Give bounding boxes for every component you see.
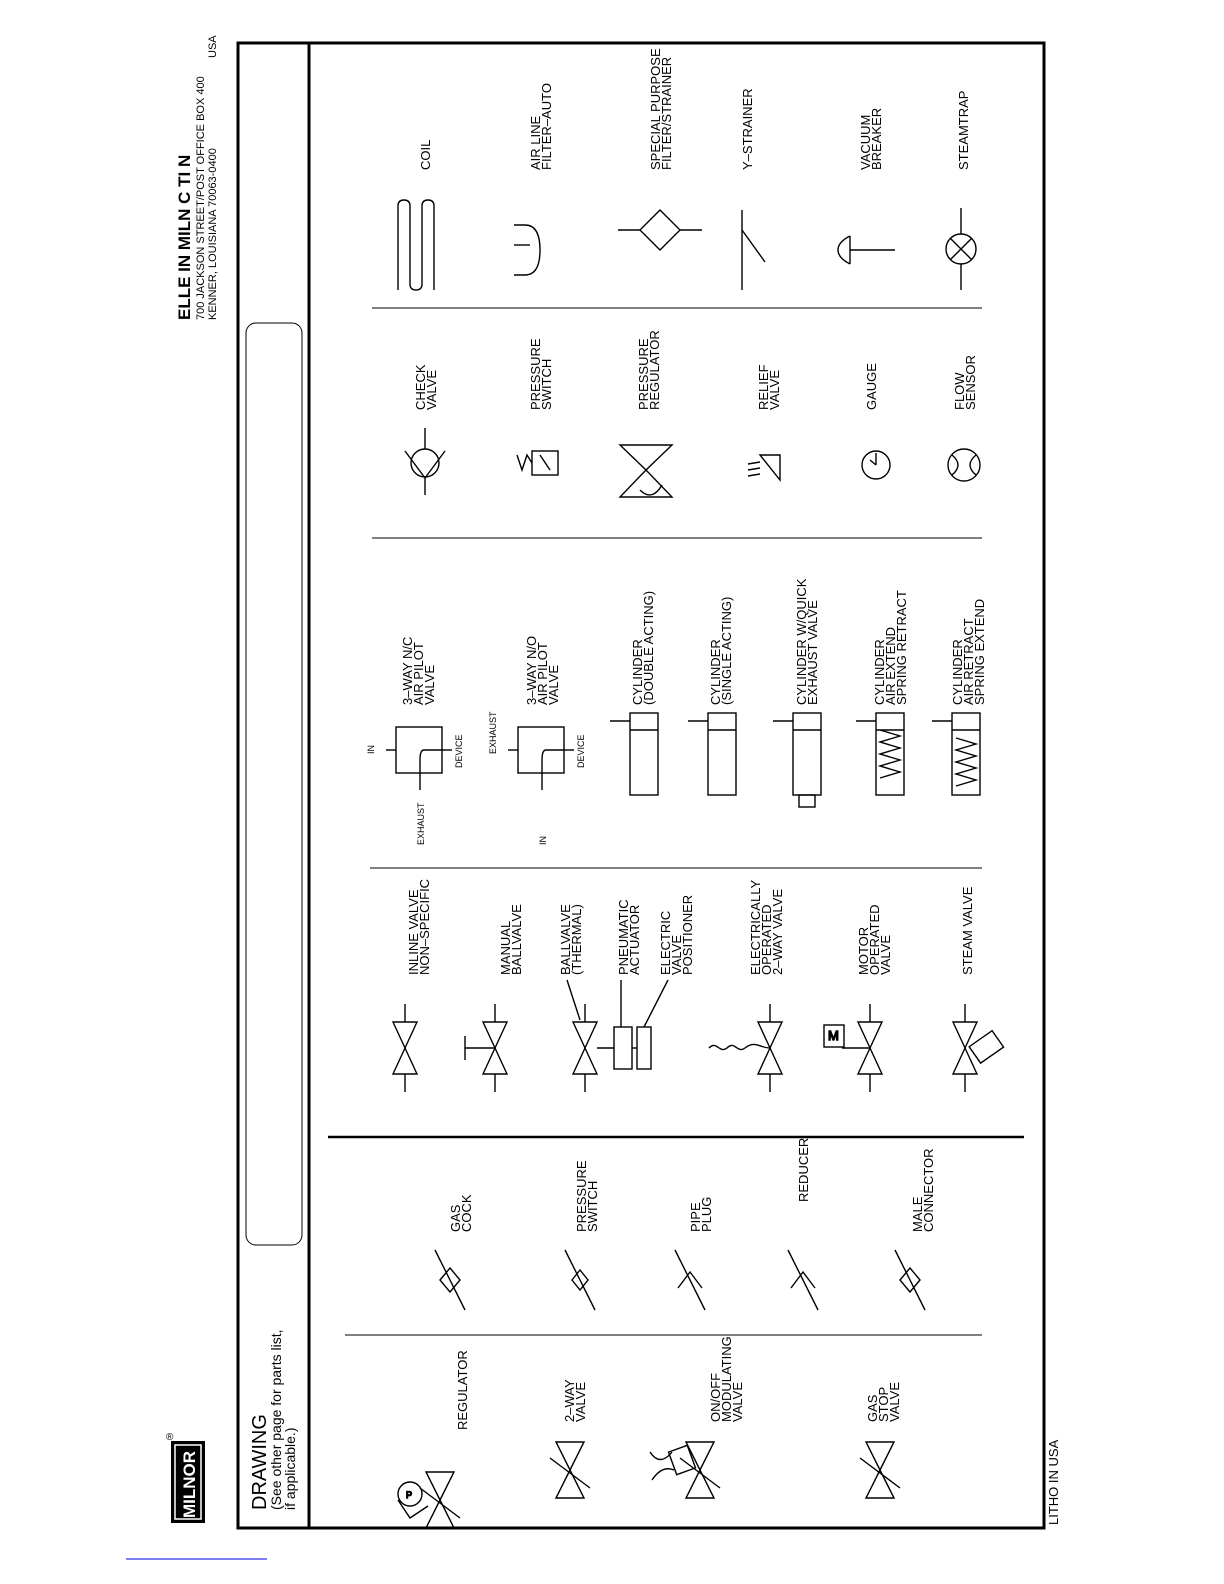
- middle-label-4-line: GAUGE: [864, 363, 879, 410]
- middle-label-0: [413, 364, 439, 410]
- left-a-label-2-line: ON/OFF: [708, 1372, 723, 1422]
- left-b-label-1-line: SWITCH: [585, 1180, 600, 1232]
- pressure-switch-box-icon: [517, 451, 558, 475]
- valve-label-7-line: STEAM VALVE: [960, 886, 975, 975]
- vacuum-breaker-icon: [838, 236, 895, 264]
- motor-valve-icon: [824, 1004, 882, 1092]
- pilot-label-1: [524, 636, 561, 705]
- left-b-label-3-line: REDUCER: [796, 1137, 811, 1202]
- steam-valve-icon: [953, 1004, 1004, 1092]
- inline-valve-icon: [393, 1004, 417, 1092]
- pressure-switch-icon: [565, 1250, 595, 1310]
- left-a-label-2-line: VALVE: [730, 1382, 745, 1422]
- cylinder-label-2-line: CYLINDER W/QUICK: [794, 578, 809, 705]
- middle-label-5-line: SENSOR: [963, 355, 978, 410]
- right-label-0-line: COIL: [418, 139, 433, 170]
- left-b-label-1-line: PRESSURE: [574, 1160, 589, 1232]
- special-filter-icon: [618, 210, 702, 250]
- solenoid-valve-icon: [709, 1004, 782, 1092]
- cylinder-label-1-line: CYLINDER: [708, 639, 723, 705]
- pilot-port-c-1: DEVICE: [576, 734, 586, 768]
- right-label-3: [740, 88, 755, 170]
- right-label-3-line: Y–STRAINER: [740, 88, 755, 170]
- company-country: USA: [207, 35, 219, 58]
- right-label-4: [858, 108, 884, 170]
- cylinder-double-icon: [610, 713, 658, 795]
- cylinder-label-1: [708, 597, 734, 705]
- valve-label-4-line: POSITIONER: [680, 894, 695, 975]
- gauge-icon: [862, 451, 890, 479]
- right-label-2-line: FILTER/STRAINER: [659, 56, 674, 170]
- gas-stop-valve-icon: [860, 1442, 900, 1498]
- regulator-icon: [398, 1472, 460, 1528]
- right-label-4-line: VACUUM: [858, 114, 873, 170]
- left-b-label-1: [574, 1160, 600, 1232]
- left-a-label-3-line: STOP: [876, 1386, 891, 1422]
- cylinder-label-3: [872, 590, 909, 705]
- left-b-label-3: [796, 1138, 811, 1202]
- valve-label-5-line: OPERATED: [759, 904, 774, 975]
- middle-label-2-line: REGULATOR: [647, 330, 662, 410]
- right-label-5: [956, 91, 971, 170]
- air-line-filter-icon: [514, 225, 540, 275]
- pressure-regulator-icon: [620, 445, 672, 497]
- left-a-label-2: [708, 1336, 745, 1422]
- pilot-label-1-line: VALVE: [546, 665, 561, 705]
- valve-label-2: [558, 904, 584, 975]
- pilot-port-a-1: EXHAUST: [488, 711, 498, 754]
- cylinder-label-3-line: SPRING RETRACT: [894, 590, 909, 705]
- cylinder-label-3-line: AIR EXTEND: [883, 626, 898, 705]
- drawing-title: DRAWING: [249, 1414, 271, 1510]
- pilot-label-0-line: VALVE: [422, 665, 437, 705]
- valve-label-5-line: 2–WAY VALVE: [770, 889, 785, 975]
- middle-label-1-line: SWITCH: [539, 358, 554, 410]
- left-b-label-0-line: COCK: [459, 1194, 474, 1232]
- cylinder-spring-extend-icon: [932, 713, 980, 795]
- cylinder-quick-exhaust-icon: [773, 713, 821, 807]
- valve-label-3-line: ACTUATOR: [627, 904, 642, 975]
- left-a-label-0: [455, 1350, 470, 1430]
- left-a-label-3-line: VALVE: [887, 1382, 902, 1422]
- pilot-port-c-0: DEVICE: [454, 734, 464, 768]
- middle-label-0-line: VALVE: [424, 370, 439, 410]
- registered-mark: ®: [166, 1432, 174, 1443]
- left-b-label-4: [910, 1148, 936, 1232]
- cylinder-label-0-line: CYLINDER: [630, 639, 645, 705]
- title-note-2: if applicable.): [282, 1427, 298, 1510]
- pneumatic-actuator-icon: [597, 980, 632, 1069]
- left-a-label-0-line: REGULATOR: [455, 1350, 470, 1430]
- middle-label-2: [636, 330, 662, 410]
- valve-label-6-line: OPERATED: [867, 904, 882, 975]
- valve-label-1-line: BALLVALVE: [509, 904, 524, 975]
- left-a-label-1: [562, 1379, 588, 1422]
- cylinder-label-4-line: CYLINDER: [950, 639, 965, 705]
- male-connector-icon: [895, 1250, 925, 1310]
- pilot-label-0-line: AIR PILOT: [411, 642, 426, 705]
- left-a-label-3: [865, 1382, 902, 1422]
- coil-icon: [398, 200, 434, 290]
- valve-label-0: [406, 879, 432, 975]
- thermal-ballvalve-icon: [573, 1004, 597, 1092]
- company-address-2: KENNER, LOUISIANA 70063-0400: [207, 148, 219, 320]
- valve-label-2-line: BALLVALVE: [558, 904, 573, 975]
- two-way-valve-icon: [550, 1442, 590, 1498]
- valve-label-4: [658, 895, 695, 975]
- right-label-0: [418, 140, 433, 170]
- left-a-label-2-line: MODULATING: [719, 1336, 734, 1422]
- left-a-label-3-line: GAS: [865, 1394, 880, 1422]
- middle-label-5: [952, 355, 978, 410]
- left-b-label-2-line: PLUG: [699, 1196, 714, 1232]
- steamtrap-icon: [946, 208, 976, 290]
- reducer-icon: [788, 1250, 818, 1310]
- pilot-valve-nc-icon: [386, 727, 452, 790]
- cylinder-label-0-line: (DOUBLE ACTING): [641, 590, 656, 705]
- title-block: [249, 1329, 298, 1510]
- symbol-legend: [366, 48, 1004, 1528]
- middle-label-2-line: PRESSURE: [636, 338, 651, 410]
- pilot-port-b-1: IN: [538, 836, 548, 845]
- left-b-label-0-line: GAS: [448, 1204, 463, 1232]
- manual-ballvalve-icon: [465, 1004, 507, 1092]
- drawing-number-box: [246, 323, 302, 1245]
- relief-valve-icon: [748, 455, 780, 480]
- left-b-label-4-line: CONNECTOR: [921, 1148, 936, 1232]
- cylinder-label-4: [950, 599, 987, 705]
- middle-label-1-line: PRESSURE: [528, 338, 543, 410]
- left-b-label-2-line: PIPE: [688, 1202, 703, 1232]
- right-label-2: [648, 48, 674, 170]
- middle-label-4: [864, 363, 879, 410]
- left-a-label-1-line: VALVE: [573, 1382, 588, 1422]
- valve-label-0-line: NON–SPECIFIC: [417, 878, 432, 975]
- cylinder-label-4-line: SPRING EXTEND: [972, 598, 987, 705]
- valve-label-5-line: ELECTRICALLY: [748, 879, 763, 975]
- valve-label-7: [960, 886, 975, 975]
- middle-label-0-line: CHECK: [413, 364, 428, 410]
- valve-label-6-line: VALVE: [878, 935, 893, 975]
- y-strainer-icon: [742, 210, 765, 290]
- valve-label-1: [498, 904, 524, 975]
- cylinder-spring-retract-icon: [856, 713, 904, 795]
- pipe-plug-icon: [675, 1250, 705, 1310]
- svg-text:P: P: [406, 1490, 413, 1500]
- flow-sensor-icon: [948, 449, 980, 481]
- left-b-label-2: [688, 1197, 714, 1232]
- valve-label-6: [856, 904, 893, 975]
- company-name: ELLE IN MILN C TI N: [175, 154, 194, 320]
- company-address-1: 700 JACKSON STREET/POST OFFICE BOX 400: [195, 76, 207, 320]
- pilot-label-0-line: 3–WAY N/C: [400, 636, 415, 705]
- middle-label-3-line: VALVE: [767, 370, 782, 410]
- svg-text:M: M: [828, 1028, 839, 1043]
- row-separators: [345, 308, 982, 1335]
- right-label-2-line: SPECIAL PURPOSE: [648, 48, 663, 170]
- pilot-port-b-0: EXHAUST: [416, 802, 426, 845]
- pilot-port-a-0: IN: [366, 745, 376, 754]
- left-b-label-4-line: MALE: [910, 1196, 925, 1232]
- milnor-logo: [166, 1432, 205, 1523]
- cylinder-label-3-line: CYLINDER: [872, 639, 887, 705]
- cylinder-label-0: [630, 591, 656, 705]
- left-b-label-0: [448, 1194, 474, 1232]
- cylinder-label-4-line: AIR RETRACT: [961, 618, 976, 705]
- pilot-label-1-line: 3–WAY N/O: [524, 635, 539, 705]
- pilot-label-0: [400, 637, 437, 705]
- valve-label-5: [748, 880, 785, 975]
- litho-note: LITHO IN USA: [1046, 1439, 1061, 1525]
- cylinder-single-icon: [688, 713, 736, 795]
- valve-label-3: [616, 899, 642, 975]
- valve-label-4-line: ELECTRIC: [658, 910, 673, 975]
- valve-label-2-line: (THERMAL): [569, 904, 584, 975]
- middle-label-5-line: FLOW: [952, 372, 967, 410]
- gas-cock-icon: [435, 1250, 465, 1310]
- cylinder-label-1-line: (SINGLE ACTING): [719, 596, 734, 705]
- middle-label-3: [756, 364, 782, 410]
- pilot-label-1-line: AIR PILOT: [535, 642, 550, 705]
- valve-label-3-line: PNEUMATIC: [616, 899, 631, 975]
- right-label-1-line: FILTER–AUTO: [539, 83, 554, 170]
- valve-label-6-line: MOTOR: [856, 926, 871, 975]
- check-valve-icon: [405, 428, 445, 495]
- left-a-label-1-line: 2–WAY: [562, 1379, 577, 1422]
- right-label-5-line: STEAMTRAP: [956, 90, 971, 170]
- modulating-valve-icon: [650, 1442, 720, 1498]
- right-label-4-line: BREAKER: [869, 107, 884, 170]
- cylinder-label-2: [794, 578, 820, 705]
- title-note-1: (See other page for parts list,: [268, 1329, 284, 1510]
- valve-label-4-line: VALVE: [669, 935, 684, 975]
- logo-text: MILNOR: [180, 1450, 199, 1518]
- middle-label-1: [528, 338, 554, 410]
- right-label-1: [528, 83, 554, 170]
- valve-label-0-line: INLINE VALVE: [406, 889, 421, 975]
- right-label-1-line: AIR LINE: [528, 115, 543, 170]
- cylinder-label-2-line: EXHAUST VALVE: [805, 600, 820, 705]
- valve-label-1-line: MANUAL: [498, 920, 513, 975]
- pilot-valve-no-icon: [508, 727, 574, 790]
- middle-label-3-line: RELIEF: [756, 364, 771, 410]
- company-block: [175, 35, 219, 320]
